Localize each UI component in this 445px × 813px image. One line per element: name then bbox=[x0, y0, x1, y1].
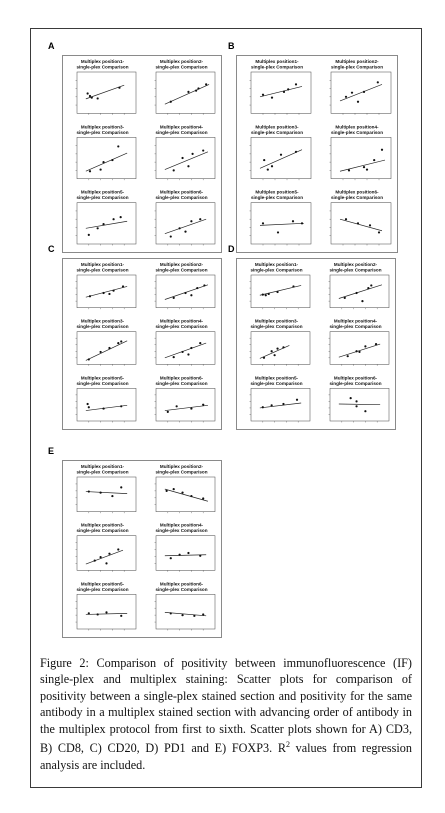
subplot bbox=[330, 124, 392, 180]
data-point bbox=[301, 222, 303, 224]
subplot-title: Multiplex position6- bbox=[159, 375, 204, 381]
plot-area bbox=[330, 332, 389, 365]
data-point bbox=[184, 292, 186, 294]
scatter-grid-b bbox=[237, 56, 397, 252]
data-point bbox=[88, 490, 90, 492]
panel-label-d: D bbox=[228, 244, 235, 254]
regression-line bbox=[340, 160, 385, 171]
data-point bbox=[262, 294, 264, 296]
plot-area bbox=[77, 203, 136, 244]
subplot bbox=[250, 59, 312, 115]
subplot bbox=[250, 124, 312, 180]
data-point bbox=[190, 495, 192, 497]
data-point bbox=[190, 220, 192, 222]
data-point bbox=[167, 411, 169, 413]
subplot-title: single-plex Comparison bbox=[155, 129, 208, 135]
data-point bbox=[170, 557, 172, 559]
subplot-title: Multiplex position4- bbox=[159, 124, 204, 130]
subplot-title: Multiplex position2- bbox=[159, 464, 204, 469]
data-point bbox=[295, 83, 297, 85]
regression-line bbox=[165, 152, 208, 170]
data-point bbox=[176, 405, 178, 407]
data-point bbox=[181, 157, 183, 159]
regression-line bbox=[339, 344, 380, 357]
plot-area bbox=[156, 536, 215, 571]
data-point bbox=[102, 161, 104, 163]
regression-line bbox=[260, 345, 290, 358]
data-point bbox=[347, 355, 349, 357]
data-point bbox=[181, 492, 183, 494]
data-point bbox=[181, 351, 183, 353]
data-point bbox=[202, 404, 204, 406]
subplot bbox=[76, 262, 137, 309]
subplot bbox=[329, 262, 390, 309]
data-point bbox=[173, 169, 175, 171]
data-point bbox=[100, 556, 102, 558]
subplot bbox=[250, 190, 312, 246]
subplot bbox=[76, 59, 137, 115]
subplot-title: single-plex Comparison bbox=[329, 324, 382, 330]
data-point bbox=[105, 562, 107, 564]
subplot-title: Multiplex position3- bbox=[80, 522, 125, 528]
subplot bbox=[76, 124, 137, 180]
data-point bbox=[94, 560, 96, 562]
subplot-title: Multiplex position3- bbox=[255, 124, 299, 130]
subplot-title: Multiplex position2- bbox=[159, 262, 204, 267]
data-point bbox=[361, 300, 363, 302]
plot-area bbox=[156, 332, 215, 365]
data-point bbox=[357, 222, 359, 224]
subplot-title: Multiplex position1- bbox=[80, 262, 125, 267]
data-point bbox=[366, 168, 368, 170]
regression-line bbox=[340, 219, 382, 231]
regression-line bbox=[339, 285, 382, 299]
subplot-title: single-plex Comparison bbox=[250, 64, 304, 70]
regression-line bbox=[260, 285, 301, 295]
subplot-title: Multiplex position2- bbox=[333, 262, 378, 267]
panel-label-c: C bbox=[48, 244, 55, 254]
data-point bbox=[118, 87, 120, 89]
regression-line bbox=[260, 403, 301, 408]
plot-area bbox=[156, 594, 215, 629]
subplot bbox=[155, 124, 216, 180]
data-point bbox=[292, 220, 294, 222]
subplot bbox=[76, 581, 137, 630]
subplot-title: single-plex Comparison bbox=[329, 380, 382, 386]
data-point bbox=[357, 101, 359, 103]
subplot bbox=[250, 262, 311, 309]
data-point bbox=[100, 168, 102, 170]
data-point bbox=[282, 346, 284, 348]
data-point bbox=[187, 353, 189, 355]
data-point bbox=[282, 403, 284, 405]
data-point bbox=[111, 495, 113, 497]
data-point bbox=[295, 151, 297, 153]
data-point bbox=[111, 159, 113, 161]
data-point bbox=[112, 218, 114, 220]
regression-line bbox=[165, 489, 208, 501]
subplot-title: Multiplex position6- bbox=[335, 189, 379, 195]
data-point bbox=[120, 340, 122, 342]
data-point bbox=[102, 223, 104, 225]
data-point bbox=[364, 345, 366, 347]
data-point bbox=[184, 231, 186, 233]
plot-area bbox=[77, 536, 136, 571]
plot-area bbox=[330, 275, 389, 308]
data-point bbox=[195, 90, 197, 92]
regression-line bbox=[340, 84, 382, 101]
subplot-title: Multiplex position6- bbox=[159, 581, 204, 587]
subplot-title: Multiplex position4- bbox=[335, 124, 379, 130]
plot-area bbox=[251, 275, 310, 308]
plot-area bbox=[251, 388, 310, 421]
plot-area bbox=[77, 72, 136, 113]
subplot-title: Multiplex position3- bbox=[80, 318, 125, 324]
subplot bbox=[76, 464, 137, 513]
subplot-title: Multiplex position1- bbox=[255, 59, 299, 64]
data-point bbox=[367, 287, 369, 289]
plot-area bbox=[156, 477, 215, 512]
data-point bbox=[202, 613, 204, 615]
panel-box-b bbox=[236, 55, 398, 253]
data-point bbox=[369, 224, 371, 226]
data-point bbox=[199, 218, 201, 220]
data-point bbox=[377, 81, 379, 83]
data-point bbox=[276, 291, 278, 293]
scatter-grid-a bbox=[63, 56, 221, 252]
figure-caption bbox=[40, 655, 412, 773]
data-point bbox=[355, 350, 357, 352]
plot-area bbox=[331, 137, 391, 178]
data-point bbox=[345, 96, 347, 98]
panel-box-a bbox=[62, 55, 222, 253]
data-point bbox=[193, 615, 195, 617]
regression-line bbox=[86, 286, 127, 297]
subplot bbox=[250, 375, 311, 422]
data-point bbox=[100, 492, 102, 494]
subplot-title: Multiplex position2- bbox=[335, 59, 379, 64]
data-point bbox=[277, 231, 279, 233]
regression-line bbox=[86, 550, 123, 564]
regression-line bbox=[260, 223, 304, 225]
data-point bbox=[170, 101, 172, 103]
data-point bbox=[97, 613, 99, 615]
data-point bbox=[263, 357, 265, 359]
data-point bbox=[203, 284, 205, 286]
subplot-title: single-plex Comparison bbox=[155, 195, 208, 201]
data-point bbox=[262, 94, 264, 96]
data-point bbox=[117, 342, 119, 344]
data-point bbox=[267, 168, 269, 170]
data-point bbox=[358, 351, 360, 353]
data-point bbox=[173, 297, 175, 299]
data-point bbox=[292, 285, 294, 287]
data-point bbox=[190, 347, 192, 349]
regression-line bbox=[86, 492, 127, 494]
data-point bbox=[378, 231, 380, 233]
data-point bbox=[97, 227, 99, 229]
subplot-title: single-plex Comparison bbox=[250, 324, 303, 330]
data-point bbox=[262, 406, 264, 408]
data-point bbox=[88, 358, 90, 360]
data-point bbox=[276, 348, 278, 350]
subplot-title: single-plex Comparison bbox=[329, 267, 382, 273]
subplot-title: Multiplex position5- bbox=[80, 581, 125, 587]
caption-text-main: Figure 2: Comparison of positivity between immunofluorescence (IF) single-plex and multiplex staining: Scatter plots for comparison of positivity between a single-plex stained section and positivity for the same antibody in a multiplex stained section with advancing order of antibody in the multiplex protocol from first to sixth. Scatter plots shown for A) CD3, B) CD8, C) CD20, D) PD1 and E) FOXP3. R bbox=[40, 656, 412, 756]
data-point bbox=[350, 397, 352, 399]
caption-superscript: 2 bbox=[285, 740, 290, 750]
subplot bbox=[155, 59, 216, 115]
subplot bbox=[76, 190, 137, 246]
subplot-title: single-plex Comparison bbox=[330, 195, 384, 201]
data-point bbox=[166, 490, 168, 492]
plot-area bbox=[251, 332, 310, 365]
subplot-title: Multiplex position3- bbox=[254, 318, 299, 324]
data-point bbox=[102, 407, 104, 409]
plot-area bbox=[156, 388, 215, 421]
data-point bbox=[197, 87, 199, 89]
data-point bbox=[88, 406, 90, 408]
subplot-title: Multiplex position3- bbox=[80, 124, 125, 130]
data-point bbox=[280, 154, 282, 156]
subplot bbox=[155, 464, 216, 513]
scatter-grid-d bbox=[237, 259, 395, 429]
data-point bbox=[173, 488, 175, 490]
data-point bbox=[87, 92, 89, 94]
regression-line bbox=[86, 613, 127, 614]
subplot-title: single-plex Comparison bbox=[155, 324, 208, 330]
data-point bbox=[100, 351, 102, 353]
regression-line bbox=[86, 341, 127, 361]
data-point bbox=[199, 342, 201, 344]
subplot bbox=[250, 319, 311, 366]
plot-area bbox=[156, 137, 215, 178]
data-point bbox=[88, 612, 90, 614]
data-point bbox=[122, 285, 124, 287]
subplot bbox=[329, 375, 390, 422]
subplot-title: single-plex Comparison bbox=[250, 195, 304, 201]
data-point bbox=[112, 290, 114, 292]
subplot-title: Multiplex position5- bbox=[80, 375, 125, 381]
data-point bbox=[120, 615, 122, 617]
subplot bbox=[76, 319, 137, 366]
subplot-title: single-plex Comparison bbox=[155, 586, 208, 592]
scatter-grid-e bbox=[63, 461, 221, 637]
subplot bbox=[155, 375, 216, 422]
data-point bbox=[87, 403, 89, 405]
panel-label-e: E bbox=[48, 446, 55, 456]
subplot-title: single-plex Comparison bbox=[330, 64, 384, 70]
subplot-title: single-plex Comparison bbox=[155, 267, 208, 273]
data-point bbox=[205, 83, 207, 85]
data-point bbox=[202, 149, 204, 151]
regression-line bbox=[86, 153, 127, 171]
subplot bbox=[330, 190, 392, 246]
data-point bbox=[108, 293, 110, 295]
subplot-title: Multiplex position4- bbox=[333, 318, 378, 324]
subplot bbox=[155, 581, 216, 630]
subplot-title: Multiplex position6- bbox=[159, 189, 204, 195]
data-point bbox=[283, 91, 285, 93]
regression-line bbox=[165, 405, 208, 410]
data-point bbox=[102, 292, 104, 294]
data-point bbox=[170, 235, 172, 237]
plot-area bbox=[77, 477, 136, 512]
data-point bbox=[274, 354, 276, 356]
subplot bbox=[155, 523, 216, 572]
subplot-title: single-plex Comparison bbox=[250, 267, 303, 273]
subplot-title: single-plex Comparison bbox=[330, 129, 384, 135]
subplot-title: single-plex Comparison bbox=[76, 129, 129, 135]
data-point bbox=[190, 407, 192, 409]
data-point bbox=[271, 165, 273, 167]
data-point bbox=[88, 234, 90, 236]
panel-box-e bbox=[62, 460, 222, 638]
data-point bbox=[345, 218, 347, 220]
subplot-title: single-plex Comparison bbox=[76, 324, 129, 330]
subplot-title: single-plex Comparison bbox=[76, 586, 129, 592]
data-point bbox=[190, 294, 192, 296]
subplot-title: Multiplex position5- bbox=[254, 375, 299, 381]
subplot-title: single-plex Comparison bbox=[76, 528, 129, 534]
data-point bbox=[179, 554, 181, 556]
plot-area bbox=[251, 72, 311, 113]
subplot-title: single-plex Comparison bbox=[76, 380, 129, 386]
subplot-title: single-plex Comparison bbox=[155, 469, 208, 475]
subplot-title: single-plex Comparison bbox=[76, 195, 129, 201]
data-point bbox=[89, 170, 91, 172]
data-point bbox=[97, 97, 99, 99]
regression-line bbox=[165, 285, 208, 300]
data-point bbox=[373, 159, 375, 161]
data-point bbox=[187, 165, 189, 167]
data-point bbox=[173, 356, 175, 358]
data-point bbox=[199, 555, 201, 557]
subplot-title: single-plex Comparison bbox=[76, 267, 129, 273]
subplot-title: single-plex Comparison bbox=[250, 129, 304, 135]
data-point bbox=[271, 350, 273, 352]
data-point bbox=[187, 552, 189, 554]
plot-area bbox=[156, 275, 215, 308]
data-point bbox=[120, 216, 122, 218]
panel-label-a: A bbox=[48, 41, 55, 51]
data-point bbox=[191, 153, 193, 155]
subplot bbox=[76, 375, 137, 422]
data-point bbox=[105, 611, 107, 613]
subplot-title: Multiplex position5- bbox=[255, 189, 299, 195]
data-point bbox=[265, 294, 267, 296]
data-point bbox=[344, 297, 346, 299]
data-point bbox=[262, 222, 264, 224]
data-point bbox=[120, 405, 122, 407]
data-point bbox=[170, 612, 172, 614]
panel-label-b: B bbox=[228, 41, 235, 51]
plot-area bbox=[77, 137, 136, 178]
subplot-title: single-plex Comparison bbox=[155, 64, 208, 70]
data-point bbox=[117, 548, 119, 550]
caption-text-end: values from regression analysis are included. bbox=[40, 741, 412, 772]
subplot bbox=[329, 319, 390, 366]
data-point bbox=[381, 149, 383, 151]
subplot bbox=[76, 523, 137, 572]
data-point bbox=[202, 497, 204, 499]
data-point bbox=[120, 486, 122, 488]
regression-line bbox=[339, 404, 380, 405]
data-point bbox=[91, 97, 93, 99]
regression-line bbox=[260, 86, 302, 96]
data-point bbox=[348, 169, 350, 171]
data-point bbox=[370, 284, 372, 286]
plot-area bbox=[77, 388, 136, 421]
subplot-title: Multiplex position1- bbox=[254, 262, 299, 267]
plot-area bbox=[77, 332, 136, 365]
subplot-title: Multiplex position2- bbox=[159, 59, 204, 64]
data-point bbox=[187, 91, 189, 93]
data-point bbox=[196, 287, 198, 289]
plot-area bbox=[251, 137, 311, 178]
subplot-title: Multiplex position4- bbox=[159, 522, 204, 528]
data-point bbox=[263, 159, 265, 161]
data-point bbox=[108, 347, 110, 349]
subplot bbox=[155, 190, 216, 246]
data-point bbox=[351, 92, 353, 94]
data-point bbox=[271, 97, 273, 99]
data-point bbox=[296, 399, 298, 401]
regression-line bbox=[86, 221, 127, 228]
regression-line bbox=[165, 343, 206, 358]
subplot-title: single-plex Comparison bbox=[155, 380, 208, 386]
data-point bbox=[179, 227, 181, 229]
subplot bbox=[330, 59, 392, 115]
subplot-title: Multiplex position4- bbox=[159, 318, 204, 324]
data-point bbox=[89, 95, 91, 97]
data-point bbox=[355, 400, 357, 402]
subplot bbox=[155, 262, 216, 309]
panel-box-c bbox=[62, 258, 222, 430]
subplot bbox=[155, 319, 216, 366]
subplot-title: single-plex Comparison bbox=[76, 64, 129, 70]
data-point bbox=[117, 145, 119, 147]
plot-area bbox=[77, 275, 136, 308]
subplot-title: Multiplex position1- bbox=[80, 59, 125, 64]
subplot-title: single-plex Comparison bbox=[76, 469, 129, 475]
data-point bbox=[363, 91, 365, 93]
subplot-title: Multiplex position1- bbox=[80, 464, 125, 469]
data-point bbox=[271, 404, 273, 406]
plot-area bbox=[156, 203, 215, 244]
plot-area bbox=[331, 203, 391, 244]
subplot-title: Multiplex position6- bbox=[333, 375, 378, 381]
data-point bbox=[181, 614, 183, 616]
data-point bbox=[364, 410, 366, 412]
data-point bbox=[89, 295, 91, 297]
scatter-grid-c bbox=[63, 259, 221, 429]
plot-area bbox=[156, 72, 215, 113]
data-point bbox=[108, 553, 110, 555]
subplot-title: Multiplex position5- bbox=[80, 189, 125, 195]
data-point bbox=[268, 293, 270, 295]
data-point bbox=[355, 405, 357, 407]
data-point bbox=[355, 292, 357, 294]
data-point bbox=[287, 88, 289, 90]
subplot-title: single-plex Comparison bbox=[250, 380, 303, 386]
subplot-title: single-plex Comparison bbox=[155, 528, 208, 534]
data-point bbox=[375, 343, 377, 345]
panel-box-d bbox=[236, 258, 396, 430]
data-point bbox=[363, 166, 365, 168]
